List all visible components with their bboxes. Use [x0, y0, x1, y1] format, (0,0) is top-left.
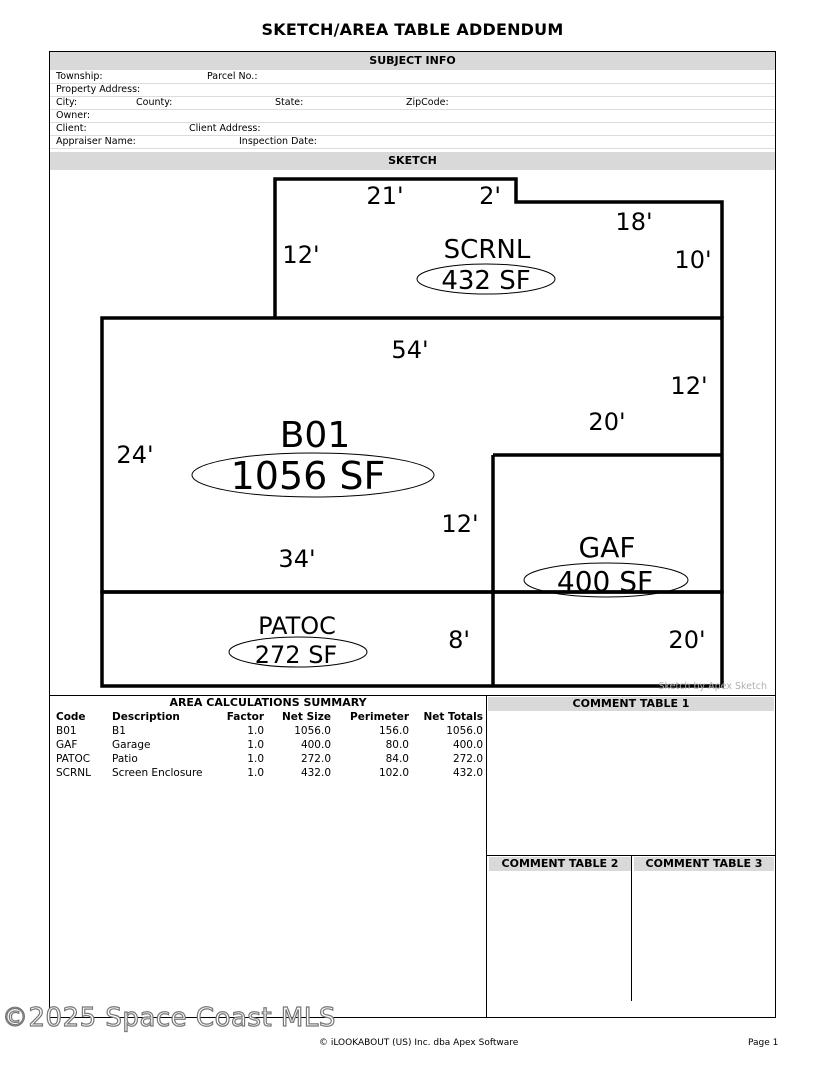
dim-scrnl-right-10: 10' [674, 246, 712, 274]
comment-table-3-header: COMMENT TABLE 3 [634, 857, 774, 871]
scrnl-area: 432 SF [441, 266, 531, 296]
client-address-label: Client Address: [189, 123, 261, 134]
col-description: Description [112, 711, 180, 723]
dim-scrnl-left-12: 12' [282, 241, 320, 269]
page-title: SKETCH/AREA TABLE ADDENDUM [261, 20, 564, 39]
dim-scrnl-top-2: 2' [479, 182, 501, 210]
appraiser-name-label: Appraiser Name: [56, 136, 136, 147]
scrnl-code: SCRNL [443, 235, 531, 265]
col-net-totals: Net Totals [423, 711, 483, 723]
comment-table-2-header: COMMENT TABLE 2 [489, 857, 631, 871]
row-net-size: 1056.0 [294, 725, 331, 737]
patoc-code: PATOC [258, 612, 336, 640]
patoc-area: 272 SF [254, 641, 338, 669]
city-label: City: [56, 97, 78, 108]
row-net-total: 1056.0 [446, 725, 483, 737]
row-perimeter: 102.0 [378, 767, 409, 779]
footer-copyright: © iLOOKABOUT (US) Inc. dba Apex Software [319, 1038, 519, 1048]
col-perimeter: Perimeter [350, 711, 409, 723]
dim-gaf-right-20: 20' [668, 626, 706, 654]
row-factor: 1.0 [247, 767, 264, 779]
area-calc-header: AREA CALCULATIONS SUMMARY [169, 696, 367, 709]
row-perimeter: 80.0 [385, 739, 409, 751]
property-address-label: Property Address: [56, 84, 141, 95]
b01-area: 1056 SF [230, 454, 386, 498]
row-net-total: 272.0 [452, 753, 483, 765]
dim-patoc-right-8: 8' [448, 626, 470, 654]
owner-label: Owner: [56, 110, 91, 121]
subject-info-header: SUBJECT INFO [50, 52, 775, 70]
parcel-no-label: Parcel No.: [207, 71, 258, 82]
b01-code: B01 [279, 415, 351, 456]
dim-b01-right-12: 12' [670, 372, 708, 400]
county-label: County: [136, 97, 173, 108]
row-code: PATOC [56, 753, 91, 765]
inspection-date-label: Inspection Date: [239, 136, 317, 147]
township-label: Township: [56, 71, 103, 82]
floor-plan-sketch [50, 52, 775, 697]
dim-b01-step-20: 20' [588, 408, 626, 436]
row-description: Patio [112, 753, 138, 765]
dim-scrnl-top-18: 18' [615, 208, 653, 236]
dim-b01-top-54: 54' [391, 336, 429, 364]
row-perimeter: 156.0 [378, 725, 409, 737]
dim-b01-left-24: 24' [116, 441, 154, 469]
tables-vertical-divider [486, 695, 487, 1017]
row-code: SCRNL [56, 767, 91, 779]
client-label: Client: [56, 123, 87, 134]
row-factor: 1.0 [247, 739, 264, 751]
row-net-size: 432.0 [300, 767, 331, 779]
footer-page-number: Page 1 [748, 1038, 779, 1048]
row-code: GAF [56, 739, 78, 751]
comment-table-2-3-divider [631, 855, 632, 1001]
mls-watermark: ©2025 Space Coast MLS [2, 1003, 336, 1033]
row-net-total: 400.0 [452, 739, 483, 751]
col-net-size: Net Size [282, 711, 331, 723]
dim-scrnl-top-21: 21' [366, 182, 404, 210]
col-factor: Factor [226, 711, 264, 723]
row-net-total: 432.0 [452, 767, 483, 779]
row-net-size: 400.0 [300, 739, 331, 751]
dim-b01-inner-12: 12' [441, 510, 479, 538]
row-perimeter: 84.0 [385, 753, 409, 765]
state-label: State: [275, 97, 304, 108]
lower-outline [102, 592, 722, 686]
sketch-credit: Sketch by Apex Sketch [658, 681, 767, 692]
row-factor: 1.0 [247, 725, 264, 737]
dim-b01-bottom-34: 34' [278, 545, 316, 573]
gaf-code: GAF [578, 531, 636, 564]
area-calc-table [50, 710, 486, 800]
col-code: Code [56, 711, 86, 723]
row-description: B1 [112, 725, 126, 737]
row-description: Screen Enclosure [112, 767, 203, 779]
addendum-frame [49, 51, 776, 1018]
comment-table-1-header: COMMENT TABLE 1 [488, 697, 774, 711]
sketch-header: SKETCH [50, 152, 775, 170]
gaf-area: 400 SF [556, 565, 654, 598]
row-net-size: 272.0 [300, 753, 331, 765]
row-code: B01 [56, 725, 77, 737]
row-description: Garage [112, 739, 151, 751]
row-factor: 1.0 [247, 753, 264, 765]
zipcode-label: ZipCode: [406, 97, 449, 108]
